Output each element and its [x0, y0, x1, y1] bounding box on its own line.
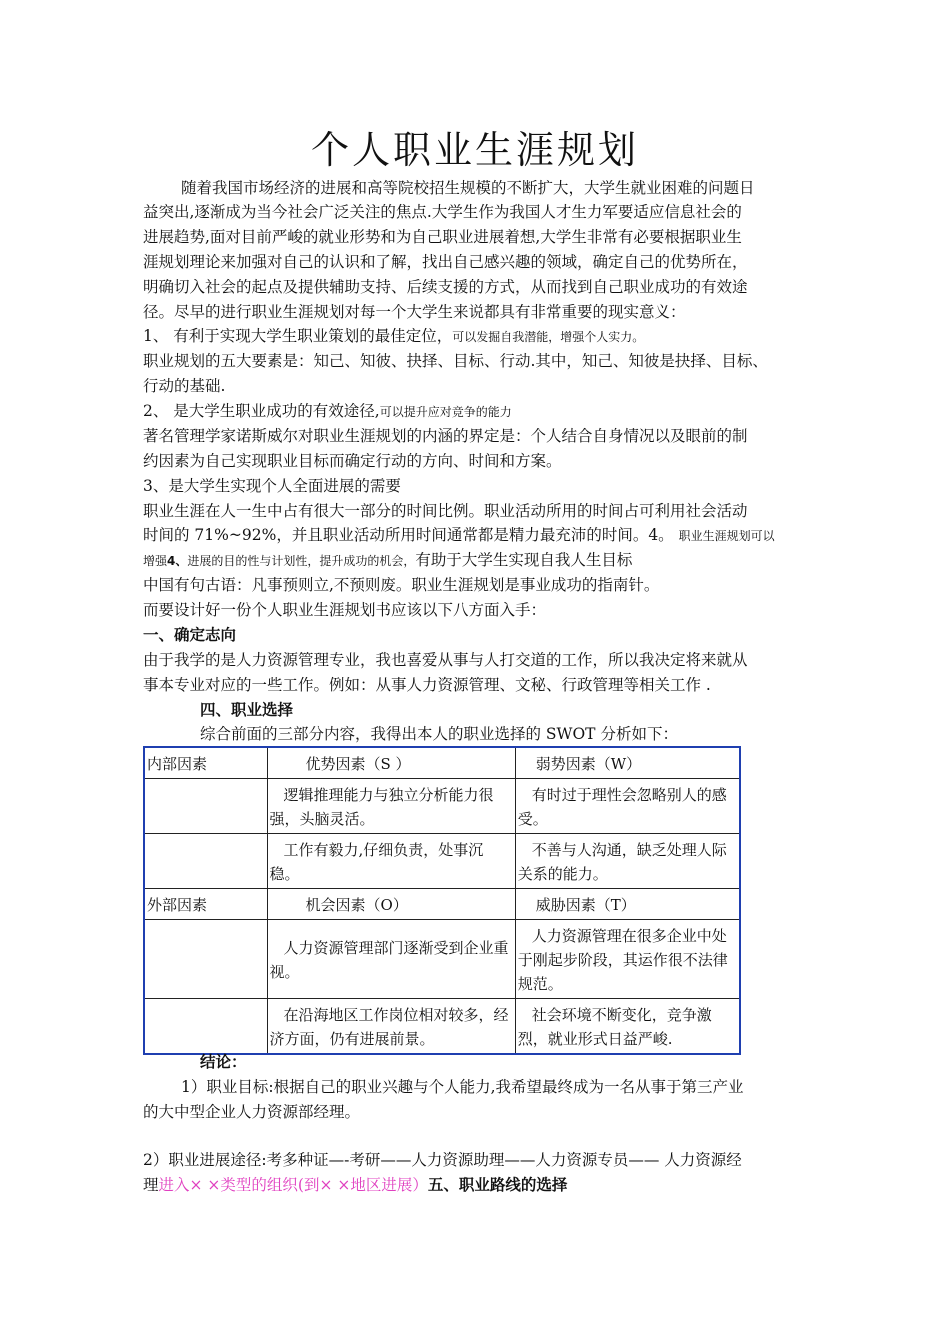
strength-2-text: 工作有毅力,仔细负责，处事沉稳。: [269, 841, 484, 883]
intro-line-4: 涯规划理论来加强对自己的认识和了解，找出自己感兴趣的领域，确定自己的优势所在，: [143, 253, 748, 271]
point-4-main: 有助于大学生实现自我人生目标: [415, 551, 633, 569]
path-highlight: 进入× ×类型的组织(到× ×地区进展）: [158, 1176, 428, 1194]
section-1-line-2: 事本专业对应的一些工作。例如：从事人力资源管理、文秘、行政管理等相关工作 .: [143, 676, 711, 694]
strength-header: [267, 747, 515, 779]
section-1-heading: 一、确定志向: [143, 626, 237, 644]
internal-factors-label: 内部因素: [144, 747, 267, 779]
table-row: [144, 920, 740, 999]
empty-cell: [144, 779, 267, 834]
five-elements-line-1: 职业规划的五大要素是：知己、知彼、抉择、目标、行动.其中，知己、知彼是抉择、目标、: [143, 352, 768, 370]
intro-line-5: 明确切入社会的起点及提供辅助支持、后续支援的方式，从而找到自己职业成功的有效途: [143, 278, 748, 296]
path-tail: 理: [143, 1176, 159, 1194]
table-row: [144, 834, 740, 889]
threat-cell-2: [515, 999, 740, 1055]
point-2-note: 可以提升应对竞争的能力: [379, 405, 512, 419]
opportunity-header-text: 机会因素（O）: [305, 896, 408, 914]
point-4-number: 4、: [167, 554, 188, 568]
threat-cell-1: [515, 920, 740, 999]
section-5-heading: 五、职业路线的选择: [427, 1176, 568, 1194]
conclusion-heading: 结论：: [200, 1053, 247, 1071]
table-row: [144, 747, 740, 779]
strength-1-text: 逻辑推理能力与独立分析能力很强，头脑灵活。: [269, 786, 494, 828]
path-line-1: 2）职业进展途径:考多种证—-考研——人力资源助理——人力资源专员—— 人力资源经: [143, 1151, 742, 1169]
point-4: [143, 548, 632, 573]
page-title: 个人职业生涯规划: [310, 128, 639, 172]
definition-line-1: 著名管理学家诺斯威尔对职业生涯规划的内涵的界定是：个人结合自身情况以及眼前的制: [143, 427, 748, 445]
eight-aspects: 而要设计好一份个人职业生涯规划书应该以下八方面入手：: [143, 601, 547, 619]
point-1: [143, 324, 644, 349]
opportunity-2-text: 在沿海地区工作岗位相对较多，经济方面，仍有进展前景。: [269, 1006, 509, 1048]
intro-line-3: 进展趋势,面对目前严峻的就业形势和为自己职业进展着想,大学生非常有必要根据职业生: [143, 228, 742, 246]
swot-table: [143, 746, 741, 1055]
weakness-2-text: 不善与人沟通，缺乏处理人际关系的能力。: [517, 841, 727, 883]
section-1-line-1: 由于我学的是人力资源管理专业，我也喜爱从事与人打交道的工作，所以我决定将来就从: [143, 651, 748, 669]
external-factors-label: 外部因素: [144, 889, 267, 920]
career-time-note: 职业生涯规划可以: [678, 529, 775, 543]
threat-header-text: 威胁因素（T）: [535, 896, 636, 914]
table-row: [144, 779, 740, 834]
point-3: 3、是大学生实现个人全面进展的需要: [143, 477, 401, 495]
empty-cell: [144, 920, 267, 999]
goal-line-2: 的大中型企业人力资源部经理。: [143, 1103, 361, 1121]
path-line-2: [143, 1173, 567, 1197]
point-2-main: 2、 是大学生职业成功的有效途径,: [143, 402, 380, 420]
swot-intro: 综合前面的三部分内容，我得出本人的职业选择的 SWOT 分析如下：: [200, 725, 678, 743]
weakness-cell-1: [515, 779, 740, 834]
threat-1-text: 人力资源管理在很多企业中处于刚起步阶段，其运作很不法律规范。: [517, 927, 728, 993]
point-1-main: 1、 有利于实现大学生职业策划的最佳定位，: [143, 327, 453, 345]
weakness-header: [515, 747, 740, 779]
empty-cell: [144, 834, 267, 889]
definition-line-2: 约因素为自己实现职业目标而确定行动的方向、时间和方案。: [143, 452, 562, 470]
weakness-cell-2: [515, 834, 740, 889]
opportunity-cell-1: [267, 920, 515, 999]
opportunity-1-text: 人力资源管理部门逐渐受到企业重视。: [269, 939, 509, 981]
career-time-main: 时间的 71%~92%，并且职业活动所用时间通常都是精力最充沛的时间。4。: [143, 526, 674, 544]
weakness-1-text: 有时过于理性会忽略别人的感受。: [517, 786, 727, 828]
goal-line-1: 1）职业目标:根据自己的职业兴趣与个人能力,我希望最终成为一名从事于第三产业: [181, 1078, 744, 1096]
opportunity-cell-2: [267, 999, 515, 1055]
strength-cell-1: [267, 779, 515, 834]
intro-line-1: 随着我国市场经济的进展和高等院校招生规模的不断扩大，大学生就业困难的问题日: [181, 179, 755, 197]
strength-cell-2: [267, 834, 515, 889]
career-time-line-1: 职业生涯在人一生中占有很大一部分的时间比例。职业活动所用的时间占可利用社会活动: [143, 502, 748, 520]
career-time-line-2: [143, 523, 775, 548]
point-4-lead: 增强: [143, 554, 168, 568]
intro-line-6: 径。尽早的进行职业生涯规划对每一个大学生来说都具有非常重要的现实意义：: [143, 303, 686, 321]
weakness-header-text: 弱势因素（W）: [535, 755, 642, 773]
threat-2-text: 社会环境不断变化，竞争激烈，就业形式日益严峻.: [517, 1006, 712, 1048]
point-4-note: 进展的目的性与计划性，提升成功的机会，: [187, 554, 416, 568]
intro-line-2: 益突出,逐渐成为当今社会广泛关注的焦点.大学生作为我国人才生力军要适应信息社会的: [143, 203, 742, 221]
opportunity-header: [267, 889, 515, 920]
point-1-note: 可以发掘自我潜能，增强个人实力。: [452, 330, 645, 344]
proverb: 中国有句古语：凡事预则立,不预则废。职业生涯规划是事业成功的指南针。: [143, 576, 660, 594]
point-2: [143, 399, 512, 424]
empty-cell: [144, 999, 267, 1055]
strength-header-text: 优势因素（S ）: [305, 755, 411, 773]
threat-header: [515, 889, 740, 920]
table-row: [144, 999, 740, 1055]
section-4-heading: 四、职业选择: [200, 701, 294, 719]
five-elements-line-2: 行动的基础.: [143, 377, 226, 395]
table-row: [144, 889, 740, 920]
